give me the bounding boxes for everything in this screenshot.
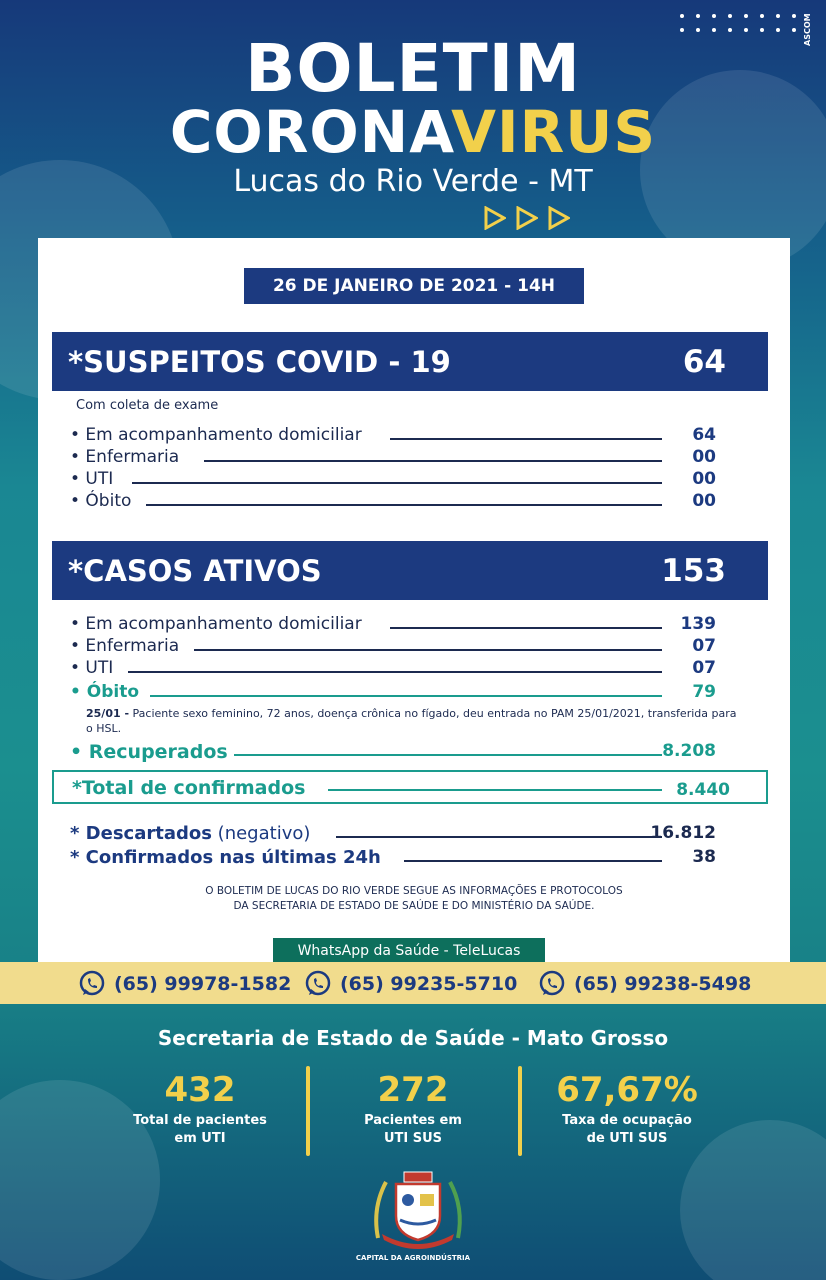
suspeitos-row-uti: [70, 469, 730, 491]
obito-note: [86, 706, 746, 736]
subtitle-white: CORONA: [169, 98, 452, 166]
phone-contact[interactable]: [538, 970, 751, 998]
row-label: • Óbito: [70, 491, 132, 511]
stat-uti-total: [100, 1070, 300, 1148]
phone-contact[interactable]: [78, 970, 291, 998]
stat-caption: [100, 1112, 300, 1148]
row-label: • Óbito: [70, 682, 140, 702]
subtitle-accent: VIRUS: [451, 98, 657, 166]
state-section-title: Secretaria de Estado de Saúde - Mato Grosso: [157, 1026, 669, 1050]
descartados-qualifier: (negativo): [211, 823, 311, 844]
footnote-line: DA SECRETARIA DE ESTADO DE SAÚDE E DO MINISTÉRIO DA SAÚDE.: [233, 900, 595, 912]
play-arrow-icon: [548, 206, 570, 230]
row-label: [70, 847, 381, 868]
ativos-row-uti: [70, 658, 730, 680]
total-value: 8.440: [676, 780, 730, 800]
suspeitos-title: *SUSPEITOS COVID - 19: [68, 344, 451, 379]
leader-line: [150, 695, 662, 697]
row-label: [70, 823, 310, 844]
stat-caption-line: de UTI SUS: [586, 1131, 668, 1146]
municipal-crest-logo: [368, 1168, 468, 1252]
leader-line: [132, 482, 662, 484]
row-value: 00: [692, 469, 716, 489]
suspeitos-row-domiciliar: [70, 425, 730, 447]
suspeitos-header: [52, 332, 768, 391]
stat-caption-line: em UTI: [174, 1131, 226, 1146]
row-value: 64: [692, 425, 716, 445]
row-label: • Enfermaria: [70, 447, 180, 467]
descartados-row: [70, 823, 730, 845]
row-value: 07: [692, 636, 716, 656]
phone-contact[interactable]: [304, 970, 517, 998]
footnote-line: O BOLETIM DE LUCAS DO RIO VERDE SEGUE AS INFORMAÇÕES E PROTOCOLOS: [205, 885, 623, 897]
obito-note-date: 25/01 -: [86, 707, 130, 720]
ativos-title: *CASOS ATIVOS: [68, 553, 322, 588]
leader-line: [328, 789, 662, 791]
row-label: • Em acompanhamento domiciliar: [70, 614, 362, 634]
leader-line: [390, 627, 662, 629]
page-subtitle: [0, 98, 826, 166]
suspeitos-row-enfermaria: [70, 447, 730, 469]
suspeitos-total: 64: [682, 343, 726, 380]
ativos-row-obito: [70, 682, 730, 704]
leader-line: [146, 504, 662, 506]
row-value: 38: [692, 847, 716, 867]
total-label: *Total de confirmados: [72, 777, 306, 799]
row-label: • Em acompanhamento domiciliar: [70, 425, 362, 445]
leader-line: [234, 754, 662, 756]
stat-caption-line: UTI SUS: [383, 1131, 443, 1146]
agency-label: ASCOM: [803, 13, 812, 46]
row-label: • Enfermaria: [70, 636, 180, 656]
play-arrow-icon: [516, 206, 538, 230]
crest-tagline: CAPITAL DA AGROINDÚSTRIA: [355, 1254, 471, 1262]
leader-line: [128, 671, 662, 673]
stat-caption-line: Taxa de ocupação: [562, 1113, 692, 1128]
stat-value: 432: [164, 1070, 236, 1110]
ativos-total: 153: [661, 552, 726, 589]
obito-note-text: Paciente sexo feminino, 72 anos, doença crônica no fígado, deu entrada no PAM 25/01/2021, transferida para o HSL.: [86, 707, 737, 735]
ativos-row-domiciliar: [70, 614, 730, 636]
suspeitos-note: Com coleta de exame: [76, 398, 219, 413]
whatsapp-icon: [78, 970, 106, 998]
phone-number: (65) 99978-1582: [114, 973, 292, 995]
row-label: • UTI: [70, 469, 114, 489]
row-label: • Recuperados: [70, 741, 228, 763]
stat-caption-line: Total de pacientes: [133, 1113, 267, 1128]
descartados-label: * Descartados: [70, 823, 212, 844]
leader-line: [390, 438, 662, 440]
whatsapp-icon: [304, 970, 332, 998]
row-value: 16.812: [650, 823, 716, 843]
phone-number: (65) 99238-5498: [574, 973, 752, 995]
row-value: 79: [692, 682, 716, 702]
leader-line: [194, 649, 662, 651]
recuperados-row: [70, 741, 730, 763]
leader-line: [336, 836, 662, 838]
stat-caption: [313, 1112, 513, 1148]
suspeitos-row-obito: [70, 491, 730, 513]
stat-value: 67,67%: [556, 1070, 698, 1110]
footnote: [38, 884, 790, 914]
date-banner: 26 DE JANEIRO DE 2021 - 14H: [244, 268, 584, 304]
stat-divider: [306, 1066, 310, 1156]
stat-value: 272: [377, 1070, 449, 1110]
phone-band: [0, 962, 826, 1004]
stat-uti-sus: [313, 1070, 513, 1148]
stat-caption: [527, 1112, 727, 1148]
page-title: BOLETIM: [245, 30, 581, 107]
leader-line: [404, 860, 662, 862]
city-label: Lucas do Rio Verde - MT: [233, 164, 593, 199]
stat-caption-line: Pacientes em: [364, 1113, 462, 1128]
row-value: 00: [692, 447, 716, 467]
play-arrows-icon: [484, 206, 570, 230]
ativos-header: [52, 541, 768, 600]
ultimas24-label: * Confirmados nas últimas 24h: [70, 847, 381, 868]
row-value: 8.208: [662, 741, 716, 761]
stat-divider: [518, 1066, 522, 1156]
row-value: 00: [692, 491, 716, 511]
leader-line: [204, 460, 662, 462]
stat-occupancy: [527, 1070, 727, 1148]
row-value: 07: [692, 658, 716, 678]
play-arrow-icon: [484, 206, 506, 230]
ultimas24-row: [70, 847, 730, 869]
total-confirmados-box: [52, 770, 768, 804]
phone-number: (65) 99235-5710: [340, 973, 518, 995]
row-value: 139: [680, 614, 716, 634]
whatsapp-icon: [538, 970, 566, 998]
ativos-row-enfermaria: [70, 636, 730, 658]
whatsapp-tab: WhatsApp da Saúde - TeleLucas: [273, 938, 545, 964]
row-label: • UTI: [70, 658, 114, 678]
